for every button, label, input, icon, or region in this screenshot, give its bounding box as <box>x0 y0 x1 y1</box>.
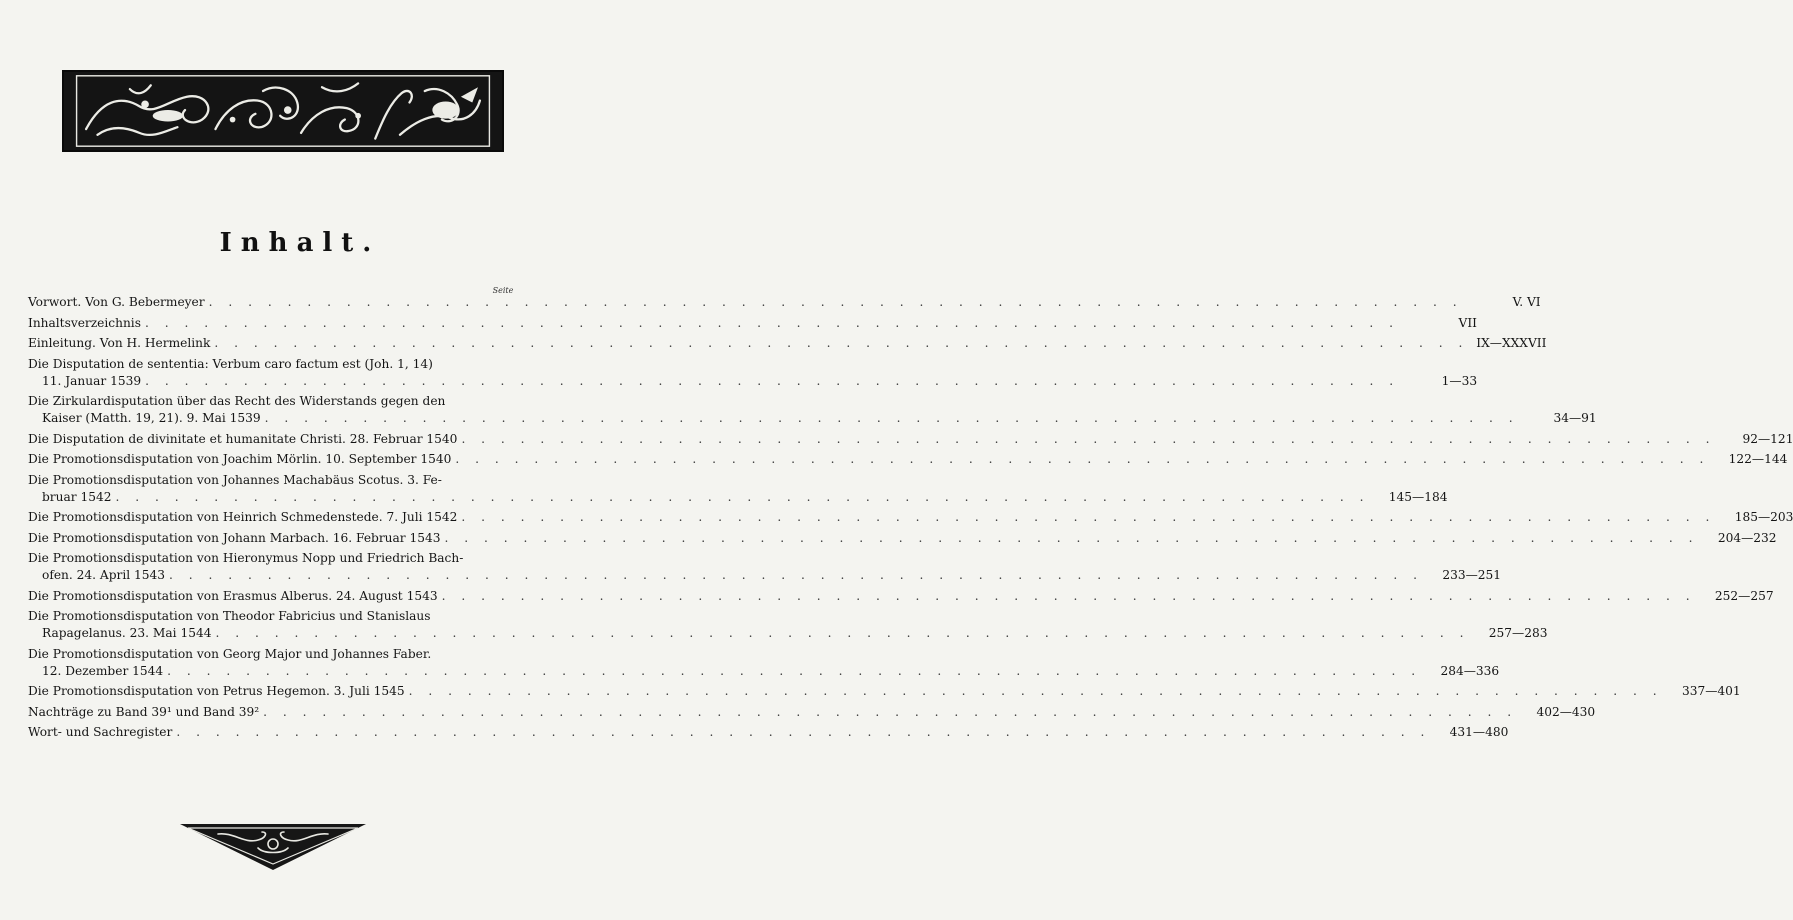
dot-leader <box>457 431 1719 448</box>
toc-entry-pages: 402—430 <box>1536 704 1596 719</box>
dot-leader <box>210 335 1472 352</box>
toc-entry[interactable] <box>28 646 1500 680</box>
dot-leader <box>438 588 1700 605</box>
toc-entry-title-continued: 12. Dezember 1544 <box>42 663 164 678</box>
toc-entry[interactable] <box>28 608 1548 642</box>
toc-entry[interactable] <box>28 315 1477 332</box>
dot-leader <box>451 451 1713 468</box>
dot-leader <box>441 530 1703 547</box>
toc-entry-pages: 257—283 <box>1488 626 1548 640</box>
toc-entry[interactable] <box>28 451 1788 468</box>
toc-entry[interactable] <box>28 588 1774 605</box>
toc-entry-title: Einleitung. Von H. Hermelink <box>28 336 211 350</box>
dot-leader <box>141 373 1403 390</box>
toc-entry-pages: 431—480 <box>1449 725 1509 739</box>
toc-entry[interactable] <box>28 724 1509 741</box>
toc-entry-title-continued: Kaiser (Matth. 19, 21). 9. Mai 1539 <box>42 411 261 425</box>
toc-entry-title: Die Promotionsdisputation von Johann Marbach. 16. Februar 1543 <box>28 530 441 545</box>
toc-entry-title: Nachträge zu Band 39¹ und Band 39² <box>28 704 260 719</box>
toc-entry[interactable] <box>28 704 1596 721</box>
dot-leader <box>259 704 1521 721</box>
ornamental-tailpiece <box>178 822 368 872</box>
toc-entry[interactable] <box>28 294 1541 311</box>
toc-entry-title: Die Promotionsdisputation von Johannes Machabäus Scotus. 3. Fe- <box>28 472 442 487</box>
toc-entry[interactable] <box>28 509 1793 526</box>
page-title: Inhalt. <box>219 228 381 258</box>
toc-entry-title: Vorwort. Von G. Bebermeyer <box>28 295 205 309</box>
toc-entry-title: Inhaltsverzeichnis <box>28 315 141 330</box>
toc-entry-title: Die Disputation de divinitate et humanitate Christi. 28. Februar 1540 <box>28 431 458 446</box>
toc-entry[interactable] <box>28 683 1741 700</box>
toc-entry-title-continued: ofen. 24. April 1543 <box>42 568 166 582</box>
toc-entry-pages: IX—XXXVII <box>1476 336 1547 350</box>
toc-entry-pages: 252—257 <box>1714 588 1774 603</box>
dot-leader <box>163 663 1425 680</box>
ornament-triangle-icon <box>178 822 368 872</box>
dot-leader <box>405 683 1667 700</box>
dot-leader <box>457 509 1719 526</box>
toc-entry-pages: 233—251 <box>1442 568 1502 582</box>
table-of-contents <box>28 294 1793 745</box>
toc-entry-pages: 92—121 <box>1742 431 1793 446</box>
toc-entry-title: Die Disputation de sententia: Verbum caro factum est (Joh. 1, 14) <box>28 356 433 371</box>
dot-leader <box>165 567 1427 584</box>
toc-entry-title: Die Promotionsdisputation von Georg Major und Johannes Faber. <box>28 646 432 661</box>
toc-entry[interactable] <box>28 530 1777 547</box>
toc-entry-pages: 185—203 <box>1734 510 1793 524</box>
toc-entry-pages: VII <box>1458 315 1477 330</box>
dot-leader <box>205 294 1467 311</box>
toc-entry-pages: 284—336 <box>1440 663 1500 678</box>
toc-entry-pages: V. VI <box>1512 295 1541 309</box>
toc-entry[interactable] <box>28 356 1478 390</box>
dot-leader <box>261 410 1523 427</box>
toc-entry-title-continued: 11. Januar 1539 <box>42 373 142 388</box>
toc-entry[interactable] <box>28 393 1597 427</box>
dot-leader <box>172 724 1434 741</box>
toc-entry-title: Die Zirkulardisputation über das Recht des Widerstands gegen den <box>28 394 446 408</box>
toc-entry-title: Wort- und Sachregister <box>28 725 173 739</box>
toc-entry-title: Die Promotionsdisputation von Theodor Fabricius und Stanislaus <box>28 609 431 623</box>
toc-entry[interactable] <box>28 472 1448 506</box>
toc-entry-pages: 337—401 <box>1681 684 1741 698</box>
ornament-dragons-icon <box>64 72 502 150</box>
dot-leader <box>111 489 1373 506</box>
toc-entry-pages: 145—184 <box>1388 489 1448 504</box>
toc-entry-title-continued: bruar 1542 <box>42 489 112 504</box>
toc-entry-title: Die Promotionsdisputation von Erasmus Alberus. 24. August 1543 <box>28 588 438 603</box>
toc-entry[interactable] <box>28 431 1793 448</box>
toc-entry[interactable] <box>28 335 1547 352</box>
page-column-label: Seite <box>492 286 514 295</box>
toc-entry-title: Die Promotionsdisputation von Joachim Mörlin. 10. September 1540 <box>28 452 452 466</box>
toc-entry-title: Die Promotionsdisputation von Petrus Hegemon. 3. Juli 1545 <box>28 684 405 698</box>
toc-entry-pages: 122—144 <box>1728 452 1788 466</box>
toc-entry-pages: 1—33 <box>1441 373 1478 388</box>
toc-entry-title: Die Promotionsdisputation von Hieronymus Nopp und Friedrich Bach- <box>28 551 464 565</box>
toc-entry-title-continued: Rapagelanus. 23. Mai 1544 <box>42 626 212 640</box>
toc-entry-title: Die Promotionsdisputation von Heinrich Schmedenstede. 7. Juli 1542 <box>28 510 458 524</box>
ornamental-headpiece <box>62 70 504 152</box>
toc-entry[interactable] <box>28 550 1502 584</box>
dot-leader <box>141 315 1403 332</box>
dot-leader <box>211 625 1473 642</box>
toc-entry-pages: 34—91 <box>1553 411 1597 425</box>
toc-entry-pages: 204—232 <box>1717 530 1777 545</box>
